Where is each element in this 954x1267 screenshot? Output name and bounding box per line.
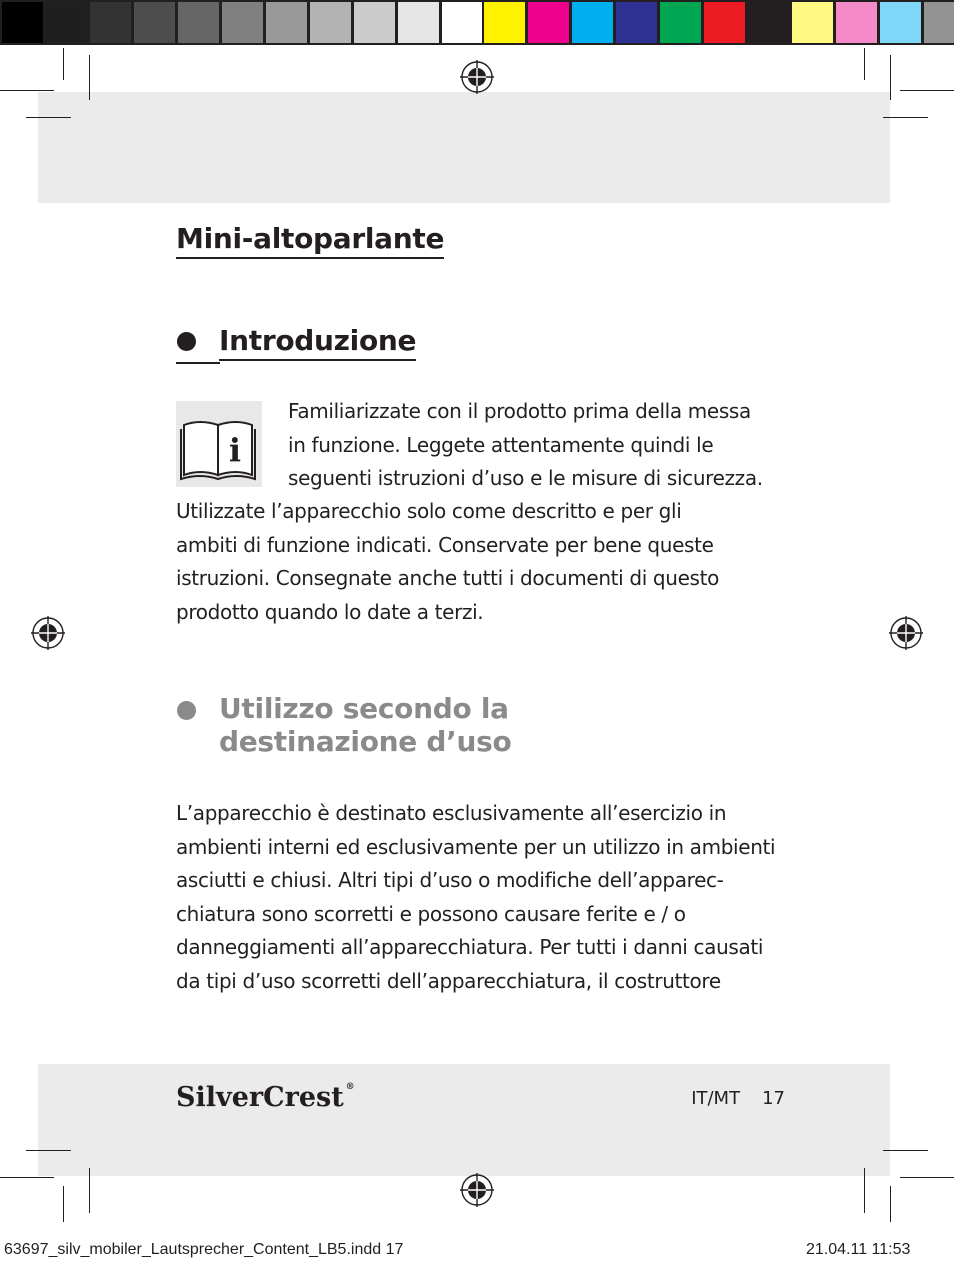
paragraph-line: ambienti interni ed esclusivamente per un utilizzo in ambienti — [176, 834, 776, 859]
color-swatch — [176, 0, 221, 45]
crop-mark — [864, 48, 865, 80]
color-swatch — [220, 0, 265, 45]
paragraph-line: chiatura sono scorretti e possono causare ferite e / o — [176, 901, 686, 926]
color-swatch — [396, 0, 441, 45]
paragraph-line: Utilizzate l’apparecchio solo come descritto e per gli — [176, 499, 682, 523]
color-swatch — [44, 0, 89, 45]
registration-mark-icon — [460, 1173, 494, 1207]
crop-mark — [900, 90, 954, 91]
crop-mark — [900, 1177, 954, 1178]
color-calibration-bar — [482, 0, 954, 45]
paragraph-line: seguenti istruzioni d’uso e le misure di sicurezza. — [288, 466, 763, 490]
crop-mark — [883, 1150, 928, 1151]
crop-mark — [63, 48, 64, 80]
top-page-band — [38, 92, 890, 203]
slug-datetime: 21.04.11 11:53 — [806, 1241, 911, 1258]
intro-paragraph — [176, 495, 719, 629]
color-swatch — [526, 0, 571, 45]
intended-use-paragraph — [176, 797, 775, 998]
brand-name: SilverCrest — [176, 1082, 344, 1113]
color-swatch — [790, 0, 835, 45]
registration-mark-icon — [889, 616, 923, 650]
crop-mark — [63, 1186, 64, 1222]
brand-logo — [176, 1082, 355, 1113]
locale-label: IT/MT — [691, 1088, 741, 1109]
section-bullet-icon — [177, 701, 196, 720]
color-swatch — [614, 0, 659, 45]
file-slug: 63697_silv_mobiler_Lautsprecher_Content_LB5.indd 17 — [4, 1241, 404, 1258]
crop-mark — [0, 90, 54, 91]
color-swatch — [878, 0, 923, 45]
section-heading-intended-use-line2: destinazione d’uso — [219, 725, 512, 758]
color-swatch — [264, 0, 309, 45]
crop-mark — [89, 1168, 90, 1213]
page-info — [660, 1088, 785, 1109]
grayscale-calibration-bar — [0, 0, 484, 45]
paragraph-line: asciutti e chiusi. Altri tipi d’uso o modifiche dell’apparec- — [176, 868, 724, 892]
crop-mark — [883, 117, 928, 118]
heading-underline — [176, 362, 220, 364]
paragraph-line: Familiarizzate con il prodotto prima della messa — [288, 399, 751, 423]
crop-mark — [26, 1150, 71, 1151]
color-swatch — [922, 0, 954, 45]
crop-mark — [864, 1168, 865, 1213]
paragraph-line: in funzione. Leggete attentamente quindi le — [288, 432, 714, 457]
paragraph-line: danneggiamenti all’apparecchiatura. Per tutti i danni causati — [176, 935, 764, 959]
paragraph-line: ambiti di funzione indicati. Conservate per bene queste — [176, 532, 714, 557]
color-swatch — [746, 0, 791, 45]
registration-mark-icon — [31, 616, 65, 650]
paragraph-line: da tipi d’uso scorretti dell’apparecchiatura, il costruttore — [176, 968, 721, 993]
paragraph-line: L’apparecchio è destinato esclusivamente all’esercizio in — [176, 801, 727, 825]
page-title: Mini-altoparlante — [176, 222, 444, 259]
color-swatch — [440, 0, 485, 45]
section-bullet-icon — [177, 332, 196, 351]
bottom-page-band — [38, 1064, 890, 1176]
crop-mark — [890, 55, 891, 100]
paragraph-line: istruzioni. Consegnate anche tutti i documenti di questo — [176, 566, 719, 590]
color-swatch — [352, 0, 397, 45]
info-book-icon — [176, 401, 262, 487]
color-swatch — [834, 0, 879, 45]
section-heading-intended-use-line1: Utilizzo secondo la — [219, 692, 509, 725]
svg-text:i: i — [228, 431, 242, 469]
crop-mark — [26, 117, 71, 118]
crop-mark — [89, 55, 90, 100]
registration-mark-icon — [460, 60, 494, 94]
color-swatch — [308, 0, 353, 45]
paragraph-line: prodotto quando lo date a terzi. — [176, 599, 484, 624]
crop-mark — [0, 1177, 54, 1178]
crop-mark — [890, 1186, 891, 1222]
color-swatch — [570, 0, 615, 45]
color-swatch — [0, 0, 45, 45]
color-swatch — [88, 0, 133, 45]
color-swatch — [658, 0, 703, 45]
section-heading-introduction: Introduzione — [219, 324, 416, 361]
intro-paragraph-wrapped — [288, 395, 763, 496]
color-swatch — [132, 0, 177, 45]
registered-mark: ® — [345, 1082, 355, 1092]
page-number: 17 — [762, 1088, 785, 1109]
color-swatch — [482, 0, 527, 45]
color-swatch — [702, 0, 747, 45]
